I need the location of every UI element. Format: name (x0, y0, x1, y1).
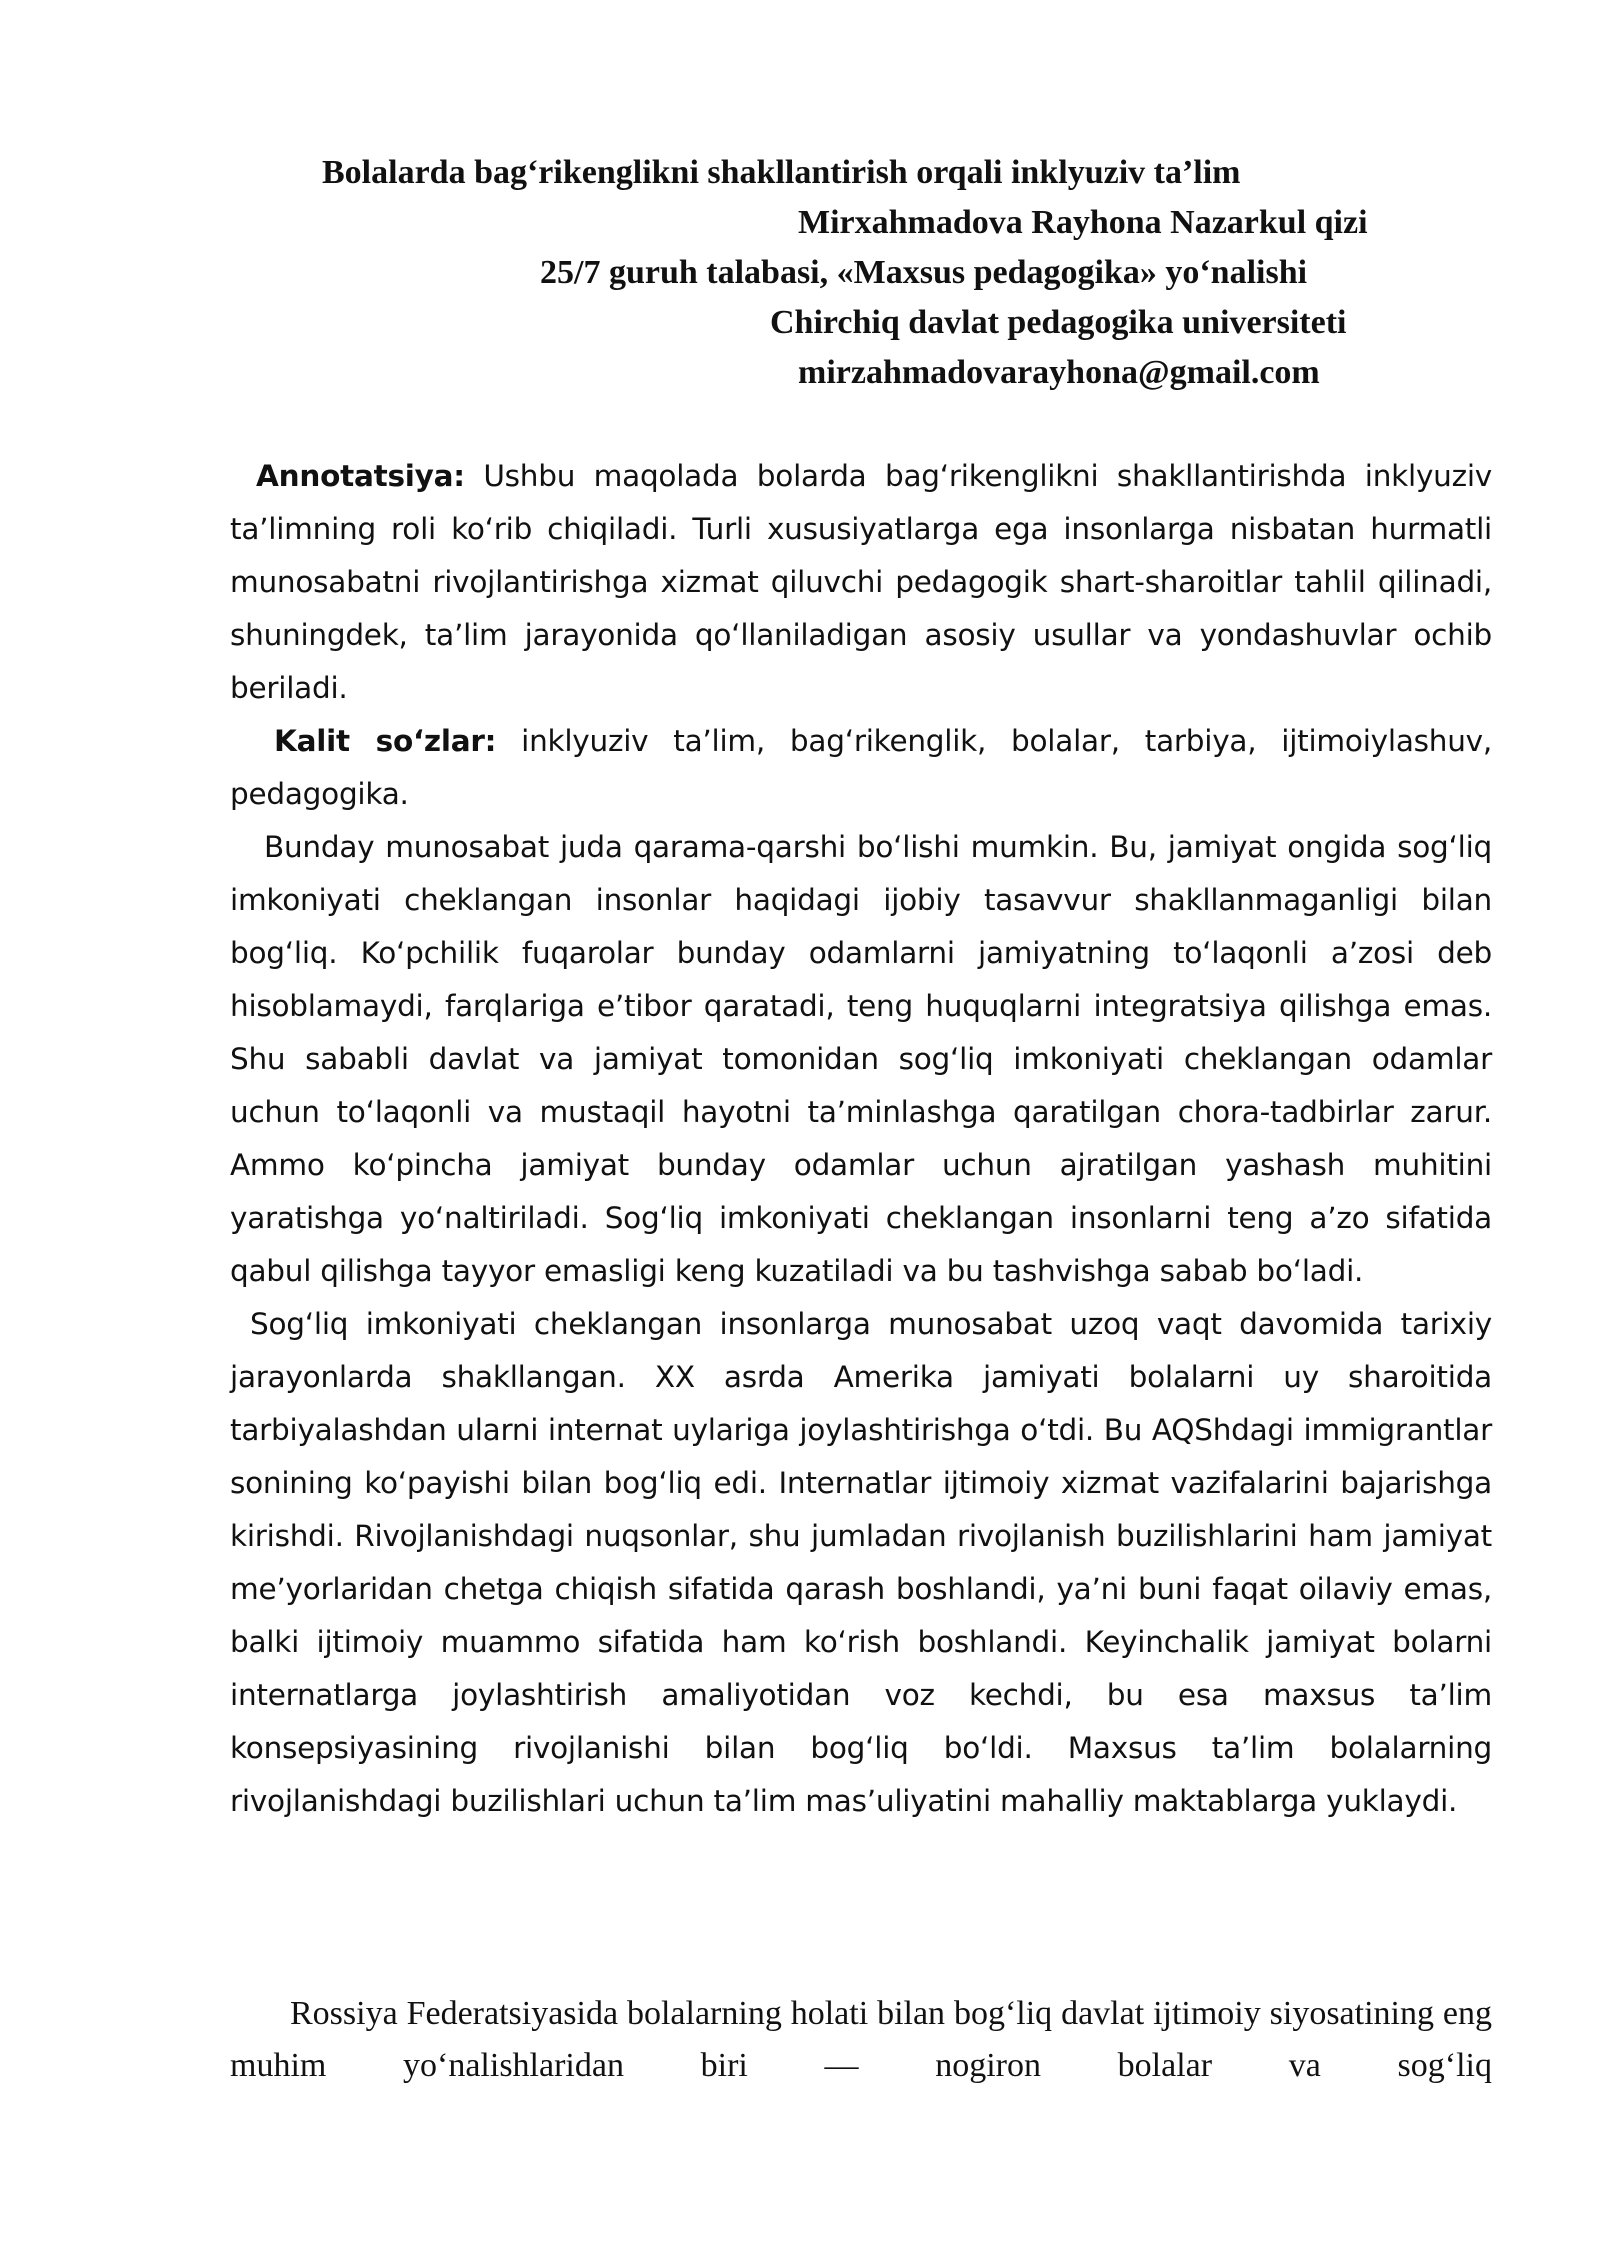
body-paragraph-1: Bunday munosabat juda qarama-qarshi bo‘lishi mumkin. Bu, jamiyat ongida sog‘liq imkoniyati cheklangan insonlar haqidagi ijobiy tasavvur shakllanmaganligi bilan bog‘liq. Ko‘pchilik fuqarolar bunday odamlarni jamiyatning to‘laqonli a’zosi deb hisoblamaydi, farqlariga e’tibor qaratadi, teng huquqlarni integratsiya qilishga emas. Shu sababli davlat va jamiyat tomonidan sog‘liq imkoniyati cheklangan odamlar uchun to‘laqonli va mustaqil hayotni ta’minlashga qaratilgan chora-tadbirlar zarur. Ammo ko‘pincha jamiyat bunday odamlar uchun ajratilgan yashash muhitini yaratishga yo‘naltiriladi. Sog‘liq imkoniyati cheklangan insonlarni teng a’zo sifatida qabul qilishga tayyor emasligi keng kuzatiladi va bu tashvishga sabab bo‘ladi. (230, 830, 1492, 1288)
author-group: 25/7 guruh talabasi, «Maxsus pedagogika» yo‘nalishi (540, 254, 1308, 291)
keywords-paragraph (230, 715, 1492, 821)
author-university: Chirchiq davlat pedagogika universiteti (770, 304, 1347, 341)
body-paragraph-3: Rossiya Federatsiyasida bolalarning holati bilan bog‘liq davlat ijtimoiy siyosatining eng muhim yo‘nalishlaridan biri — nogiron bolalar va sog‘liq (230, 1995, 1492, 2084)
author-name: Mirxahmadova Rayhona Nazarkul qizi (798, 204, 1368, 241)
annotation-paragraph (230, 450, 1492, 715)
article-body (230, 450, 1492, 1828)
author-email: mirzahmadovarayhona@gmail.com (798, 354, 1320, 391)
annotation-label: Annotatsiya: (256, 459, 465, 493)
keywords-text: inklyuziv ta’lim, bag‘rikenglik, bolalar, tarbiya, ijtimoiylashuv, pedagogika. (230, 724, 1492, 811)
annotation-text: Ushbu maqolada bolarda bag‘rikenglikni shakllantirishda inklyuziv ta’limning roli ko‘rib chiqiladi. Turli xususiyatlarga ega insonlarga nisbatan hurmatli munosabatni rivojlantirishga xizmat qiluvchi pedagogik shart-sharoitlar tahlil qilinadi, shuningdek, ta’lim jarayonida qo‘llaniladigan asosiy usullar va yondashuvlar ochib beriladi. (230, 459, 1492, 705)
body-paragraph-2: Sog‘liq imkoniyati cheklangan insonlarga munosabat uzoq vaqt davomida tarixiy jarayonlarda shakllangan. XX asrda Amerika jamiyati bolalarni uy sharoitida tarbiyalashdan ularni internat uylariga joylashtirishga o‘tdi. Bu AQShdagi immigrantlar sonining ko‘payishi bilan bog‘liq edi. Internatlar ijtimoiy xizmat vazifalarini bajarishga kirishdi. Rivojlanishdagi nuqsonlar, shu jumladan rivojlanish buzilishlarini ham jamiyat me’yorlaridan chetga chiqish sifatida qarash boshlandi, ya’ni buni faqat oilaviy emas, balki ijtimoiy muammo sifatida ham ko‘rish boshlandi. Keyinchalik jamiyat bolarni internatlarga joylashtirish amaliyotidan voz kechdi, bu esa maxsus ta’lim konsepsiyasining rivojlanishi bilan bog‘liq bo‘ldi. Maxsus ta’lim bolalarning rivojlanishdagi buzilishlari uchun ta’lim mas’uliyatini mahalliy maktablarga yuklaydi. (230, 1307, 1492, 1818)
article-title: Bolalarda bag‘rikenglikni shakllantirish orqali inklyuziv ta’lim (322, 154, 1241, 191)
keywords-label: Kalit so‘zlar: (274, 724, 497, 758)
